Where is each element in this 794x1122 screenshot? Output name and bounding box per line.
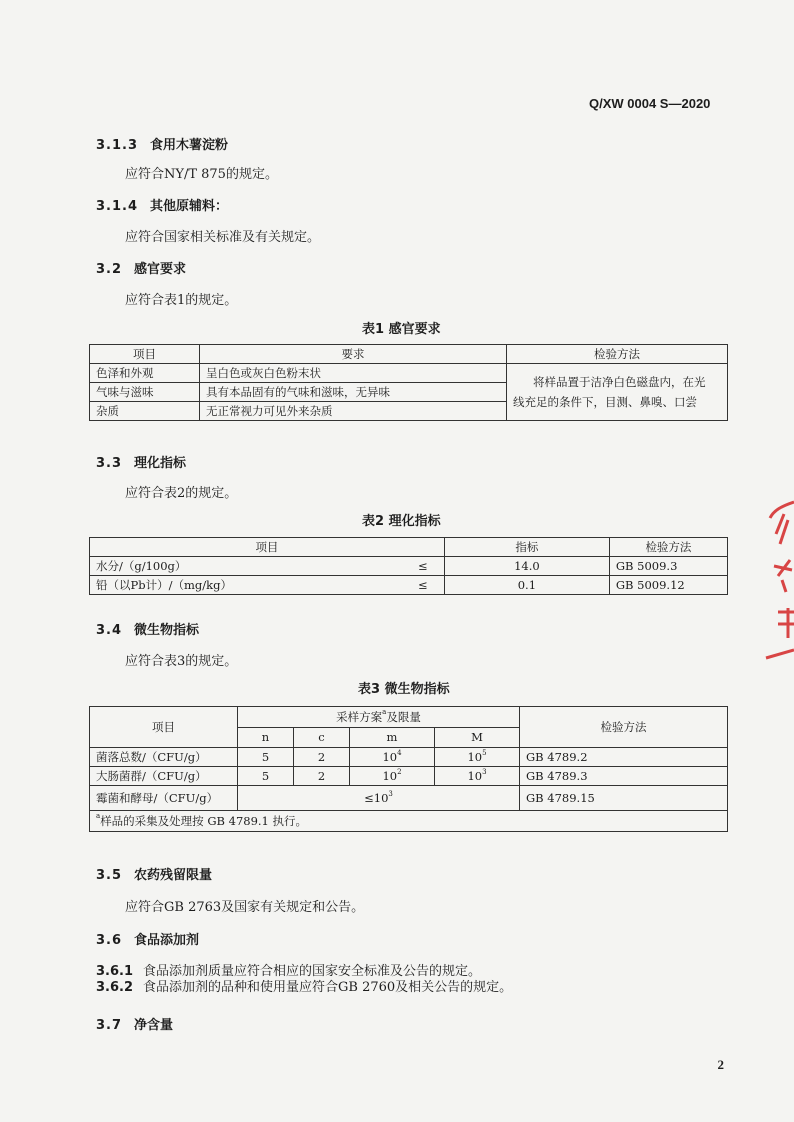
table-cell: GB 5009.3 [609,557,727,576]
section-number: 3.6.2 [96,980,134,995]
heading-3-6 [96,929,199,948]
table-subheader: c [294,727,350,748]
paragraph: 应符合表2的规定。 [125,486,238,501]
section-title: 农药残留限量 [134,868,213,883]
section-number: 3.4 [96,623,123,638]
table2-physicochemical [89,537,728,595]
section-title: 理化指标 [134,456,187,471]
table-cell-limit [238,786,520,811]
section-title: 感官要求 [134,262,187,277]
table-subheader: M [435,727,520,748]
clause-text: 食品添加剂质量应符合相应的国家安全标准及公告的规定。 [143,964,482,979]
table-header: 项目 [90,538,445,557]
table-cell: 2 [294,748,350,767]
exponent: 3 [388,790,393,798]
section-title: 净含量 [134,1018,174,1033]
plan-label-tail: 及限量 [386,709,421,724]
table-cell: 霉菌和酵母/（CFU/g） [90,786,238,811]
section-title: 微生物指标 [134,623,200,638]
section-number: 3.1.4 [96,199,139,214]
table-cell: 色泽和外观 [90,364,200,383]
table1-sensory [89,344,728,421]
exponent: 4 [397,749,402,757]
heading-3-7 [96,1014,173,1033]
table-cell: 0.1 [444,576,609,595]
exponent: 3 [482,768,487,776]
page-number: 2 [717,1057,724,1072]
table-cell: 铅（以Pb计）/（mg/kg） [90,576,402,595]
paragraph: 应符合国家相关标准及有关规定。 [125,230,321,245]
table-cell: 水分/（g/100g） [90,557,402,576]
table-cell-m [350,767,435,786]
table-subheader: m [350,727,435,748]
table-cell-m [350,748,435,767]
base: 10 [382,750,398,764]
exponent: 2 [397,768,402,776]
section-title: 食用木薯淀粉 [150,138,229,153]
table-header: 检验方法 [507,345,728,364]
table-cell: GB 4789.3 [520,767,728,786]
paragraph: 应符合NY/T 875的规定。 [125,167,278,182]
exponent: 5 [482,749,487,757]
heading-3-3 [96,452,186,471]
table3-caption: 表3 微生物指标 [358,682,450,697]
section-title: 食品添加剂 [134,933,200,948]
base: 10 [467,750,483,764]
base: 10 [467,769,483,783]
footnote-text: 样品的采集及处理按 GB 4789.1 执行。 [100,814,308,828]
heading-3-2 [96,258,186,277]
footnote-marker: a [382,707,387,716]
section-number: 3.2 [96,262,123,277]
table-cell: GB 4789.15 [520,786,728,811]
section-number: 3.3 [96,456,123,471]
footnote-marker: a [96,812,101,820]
table-cell-method [507,364,728,421]
paragraph: 应符合GB 2763及国家有关规定和公告。 [125,900,365,915]
paragraph: 应符合表3的规定。 [125,654,238,669]
table-header: 项目 [90,707,238,748]
table-header: 要求 [200,345,507,364]
table-header: 项目 [90,345,200,364]
table-cell: 5 [238,748,294,767]
table-header: 指标 [444,538,609,557]
clause-3-6-2 [96,976,512,995]
base: ≤10 [364,791,389,805]
table-footnote [90,811,728,832]
table-subheader: n [238,727,294,748]
paragraph: 应符合表1的规定。 [125,293,238,308]
table-cell: ≤ [402,576,445,595]
method-line: 线充足的条件下，目测、鼻嗅、口尝 [513,395,697,409]
heading-3-4 [96,619,199,638]
table-cell: GB 5009.12 [609,576,727,595]
section-number: 3.5 [96,868,123,883]
table-cell: 14.0 [444,557,609,576]
heading-3-5 [96,864,212,883]
clause-text: 食品添加剂的品种和使用量应符合GB 2760及相关公告的规定。 [143,980,513,995]
table-cell: 大肠菌群/（CFU/g） [90,767,238,786]
table-header-plan [238,707,520,728]
base: 10 [382,769,398,783]
table-cell-M [435,767,520,786]
table-cell: GB 4789.2 [520,748,728,767]
section-number: 3.1.3 [96,138,139,153]
table-cell: 呈白色或灰白色粉末状 [200,364,507,383]
table-cell: 杂质 [90,402,200,421]
table-cell: 菌落总数/（CFU/g） [90,748,238,767]
table-cell: 气味与滋味 [90,383,200,402]
table-cell: 2 [294,767,350,786]
heading-3-1-4 [96,195,228,214]
section-title: 其他原辅料： [150,199,229,214]
standard-code: Q/XW 0004 S—2020 [589,96,711,111]
table-header: 检验方法 [609,538,727,557]
table-cell-M [435,748,520,767]
table-cell: 5 [238,767,294,786]
table2-caption: 表2 理化指标 [362,514,441,529]
section-number: 3.6.1 [96,964,134,979]
table1-caption: 表1 感官要求 [362,322,441,337]
section-number: 3.6 [96,933,123,948]
plan-label: 采样方案 [336,709,383,724]
table3-microbial [89,706,728,832]
table-header: 检验方法 [520,707,728,748]
table-cell: 无正常视力可见外来杂质 [200,402,507,421]
table-cell: 具有本品固有的气味和滋味，无异味 [200,383,507,402]
heading-3-1-3 [96,134,228,153]
section-number: 3.7 [96,1018,123,1033]
method-line: 将样品置于洁净白色磁盘内，在光 [533,375,706,389]
seal-stamp-icon [764,500,794,662]
table-cell: ≤ [402,557,445,576]
